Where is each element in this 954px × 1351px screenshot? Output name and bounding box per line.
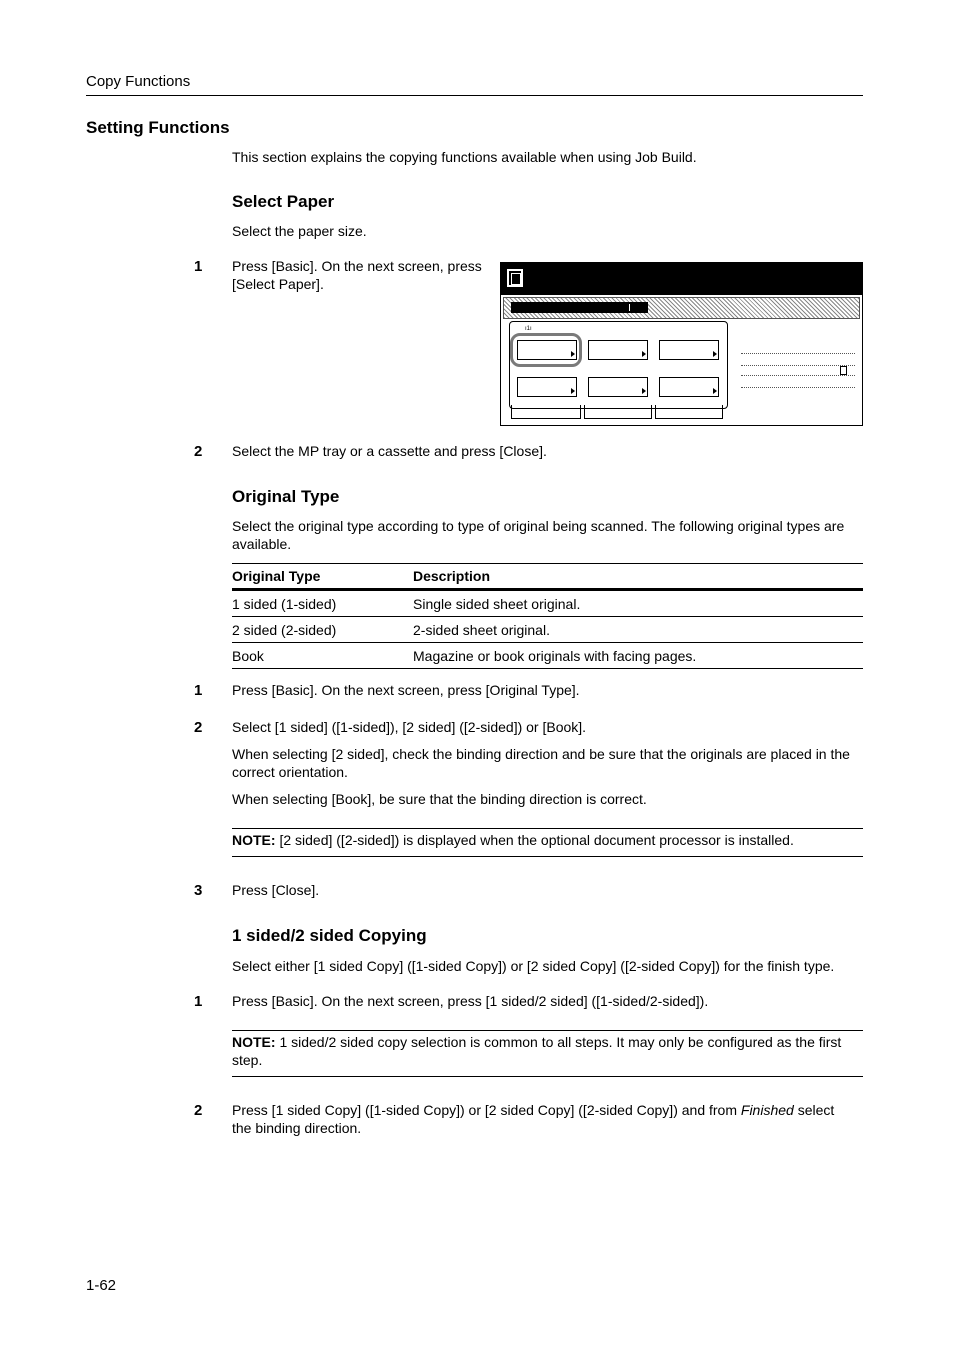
step-text-line: [Select Paper].	[232, 276, 324, 292]
select-paper-intro: Select the paper size.	[232, 223, 367, 239]
step-number: 3	[194, 882, 203, 899]
table-row	[232, 617, 863, 643]
step-text-part: Press [1 sided Copy] ([1-sided Copy]) or [2 sided Copy] ([2-sided Copy]) and from	[232, 1102, 741, 1118]
paper-tray-button[interactable]	[588, 377, 648, 397]
table-cell: Magazine or book originals with facing pages.	[413, 643, 863, 669]
screen-tab[interactable]	[655, 405, 723, 419]
table-cell: Book	[232, 643, 413, 669]
dotted-line	[741, 375, 855, 376]
intro-line: Select the original type according to type of original being scanned. The following original types are	[232, 518, 845, 534]
header-rule	[86, 95, 863, 96]
table-cell: Single sided sheet original.	[413, 590, 863, 617]
highlight-ring	[510, 333, 582, 367]
screen-progress-bar	[511, 302, 648, 313]
paragraph-line: correct orientation.	[232, 764, 348, 780]
note-label: NOTE:	[232, 832, 276, 848]
note-text: [2 sided] ([2-sided]) is displayed when the optional document processor is installed.	[279, 832, 794, 848]
paper-tray-button[interactable]	[588, 340, 648, 360]
paragraph-book: When selecting [Book], be sure that the binding direction is correct.	[232, 791, 647, 807]
paragraph-line: When selecting [2 sided], check the binding direction and be sure that the originals are placed in the	[232, 746, 850, 762]
sided-copying-intro: Select either [1 sided Copy] ([1-sided Copy]) or [2 sided Copy] ([2-sided Copy]) for the finish type.	[232, 958, 835, 974]
note-line	[232, 1033, 863, 1051]
step-text-part: select	[793, 1102, 835, 1118]
table-header-row	[232, 564, 863, 590]
tray-group-label: ı1ı	[525, 326, 532, 332]
step-text	[232, 257, 494, 293]
running-header: Copy Functions	[86, 73, 191, 90]
step-text-italic: Finished	[740, 1102, 794, 1118]
screen-tab[interactable]	[584, 405, 652, 419]
note-label: NOTE:	[232, 1034, 276, 1050]
note	[232, 1033, 863, 1069]
page-number: 1-62	[86, 1277, 117, 1294]
sided-copying-heading: 1 sided/2 sided Copying	[232, 926, 427, 945]
select-paper-heading: Select Paper	[232, 192, 335, 211]
table-row	[232, 643, 863, 669]
table-cell: 2-sided sheet original.	[413, 617, 863, 643]
screen-tab[interactable]	[511, 405, 581, 419]
column-header: Description	[413, 564, 863, 590]
dotted-line	[741, 387, 855, 388]
step-number: 1	[194, 258, 203, 275]
note-bottom-rule	[232, 856, 863, 857]
table-row	[232, 590, 863, 617]
note-text: 1 sided/2 sided copy selection is common to all steps. It may only be configured as the first	[279, 1034, 842, 1050]
note-top-rule	[232, 828, 863, 829]
section-intro: This section explains the copying functions available when using Job Build.	[232, 149, 697, 165]
step-number: 2	[194, 1102, 203, 1119]
step-text: Press [Basic]. On the next screen, press [1 sided/2 sided] ([1-sided/2-sided]).	[232, 993, 709, 1009]
original-type-table	[232, 563, 863, 669]
note-line: step.	[232, 1052, 263, 1068]
dotted-line	[741, 365, 855, 366]
step-number: 1	[194, 682, 203, 699]
paper-tray-button[interactable]	[517, 377, 577, 397]
step-text: Select the MP tray or a cassette and press [Close].	[232, 443, 547, 459]
table-cell: 1 sided (1-sided)	[232, 590, 413, 617]
paper-tray-button[interactable]	[659, 377, 719, 397]
original-type-intro	[232, 517, 872, 553]
document-icon	[507, 269, 523, 287]
note-bottom-rule	[232, 1076, 863, 1077]
column-header: Original Type	[232, 564, 413, 590]
screen-title-bar	[501, 263, 862, 295]
paper-tray-button[interactable]	[659, 340, 719, 360]
table-cell: 2 sided (2-sided)	[232, 617, 413, 643]
intro-line: available.	[232, 536, 292, 552]
step-text: Press [Close].	[232, 882, 320, 898]
step-text: Select [1 sided] ([1-sided]), [2 sided] ([2-sided]) or [Book].	[232, 719, 587, 735]
step-number: 2	[194, 443, 203, 460]
step-text-line	[232, 1101, 872, 1119]
step-text	[232, 1101, 872, 1137]
original-type-heading: Original Type	[232, 487, 340, 506]
section-title: Setting Functions	[86, 118, 230, 137]
step-number: 2	[194, 719, 203, 736]
step-number: 1	[194, 993, 203, 1010]
paragraph-2sided	[232, 745, 872, 781]
step-text: Press [Basic]. On the next screen, press [Original Type].	[232, 682, 580, 698]
step-text-line: Press [Basic]. On the next screen, press	[232, 258, 482, 274]
counter-indicator	[840, 366, 847, 375]
select-paper-screen-illustration	[500, 262, 863, 426]
note-top-rule	[232, 1030, 863, 1031]
note	[232, 831, 794, 849]
step-text-line: the binding direction.	[232, 1120, 362, 1136]
dotted-line	[741, 353, 855, 354]
